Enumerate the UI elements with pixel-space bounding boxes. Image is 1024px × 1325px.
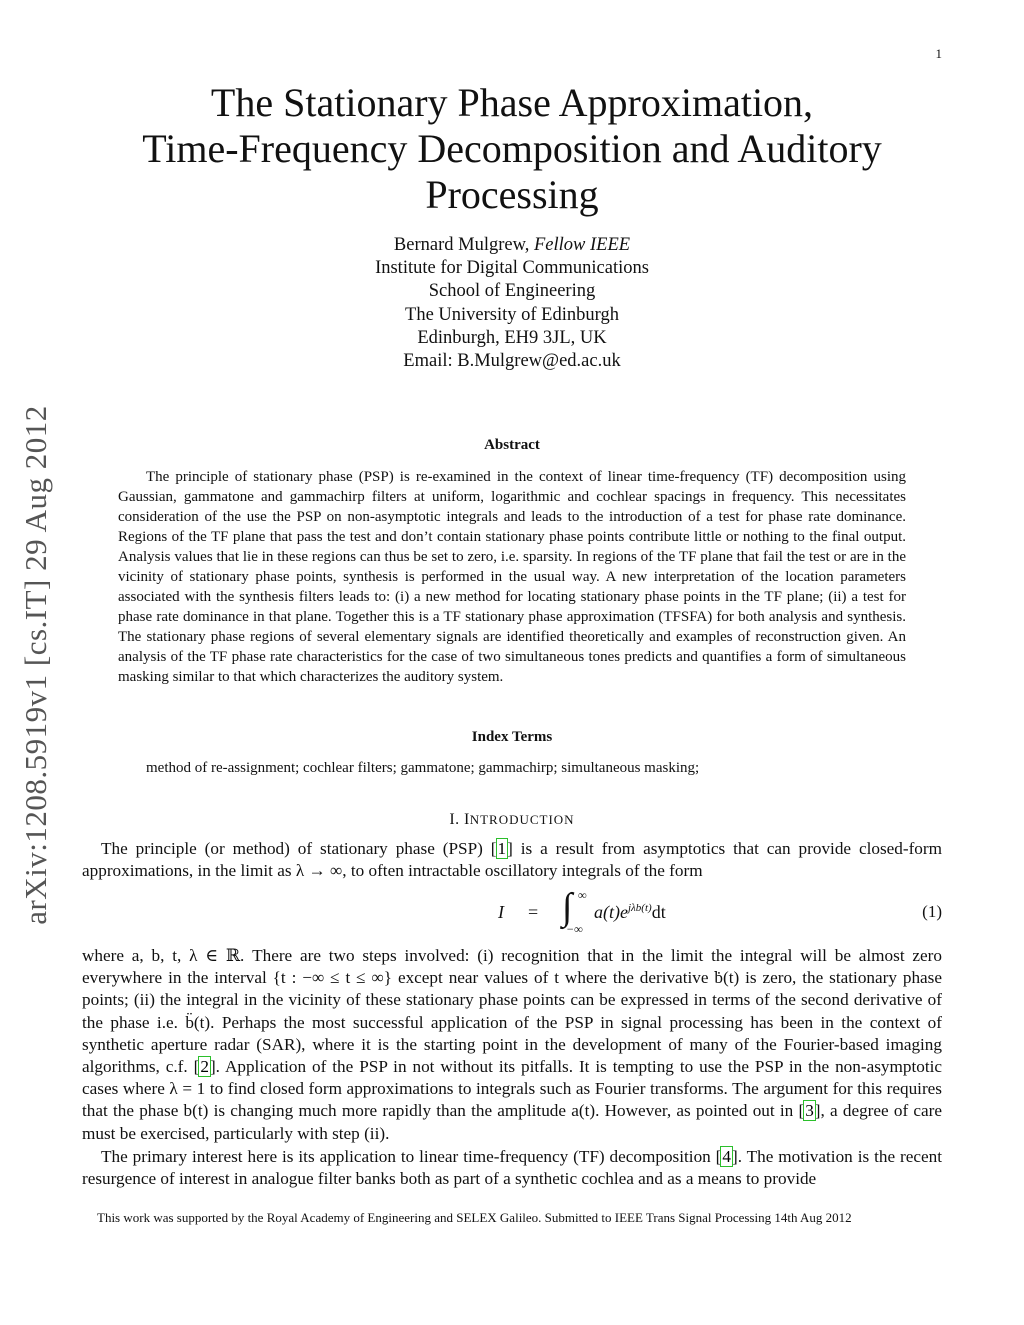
abstract-heading: Abstract — [484, 437, 540, 453]
abstract-text: The principle of stationary phase (PSP) is re-examined in the context of linear time-frequency (TF) decomposition using Gaussian, gammatone and gammachirp filters at uniform, logarithmic and cochlear spacings in frequency. This necessitates consideration of the use the PSP on non-asymptotic integrals and leads to the introduction of a test for phase rate dominance. Regions of the TF plane that pass the test and don’t contain stationary phase points contribute little or nothing to the final output. Analysis values that lie in these regions can thus be set to zero, i.e. sparsity. In regions of the TF plane that fail the test or are in the vicinity of stationary phase points, synthesis is performed in the usual way. A new interpretation of the location parameters associated with the synthesis filters leads to: (i) a new method for locating stationary phase points in the TF plane; (ii) a test for phase rate dominance in that plane. Together this is a TF stationary phase approximation (TFSFA) for both analysis and synthesis. The stationary phase regions of several elementary signals are identified theoretically and examples of reconstruction given. An analysis of the TF phase rate characteristics for the case of two simultaneous tones predicts and quantifies a form of simultaneous masking similar to that which characterizes the auditory system. — [118, 469, 906, 685]
citation-link-4[interactable]: 4 — [722, 1147, 731, 1166]
author-name: Bernard Mulgrew, — [393, 235, 530, 255]
equation-number: (1) — [922, 902, 942, 921]
section-number: I. — [449, 811, 460, 828]
affiliation-school: School of Engineering — [428, 281, 596, 302]
equation-1 — [82, 888, 942, 940]
intro-paragraph-2 — [82, 945, 942, 1145]
section-first-letter: I — [463, 811, 470, 828]
author-block — [160, 234, 864, 373]
title-line-2: Time-Frequency Decomposition and Auditory — [142, 126, 882, 171]
affiliation-address: Edinburgh, EH9 3JL, UK — [417, 327, 607, 348]
citation-link-1[interactable]: 1 — [497, 839, 507, 858]
index-terms-heading: Index Terms — [471, 729, 553, 745]
equation-lhs: I — [498, 902, 504, 922]
citation-link-2[interactable]: 2 — [200, 1057, 209, 1077]
p3-text-b: ]. The motivation is the recent resurgence of interest in analogue filter banks both as part of a synthetic cochlea and as a means to provide — [82, 1147, 942, 1189]
affiliation-institute: Institute for Digital Communications — [375, 258, 649, 279]
page-number: 1 — [935, 46, 942, 61]
section-title-rest: NTRODUCTION — [469, 812, 575, 827]
author-line — [160, 234, 864, 257]
p2-text-b: ]. Application of the PSP in not without its pitfalls. It is tempting to use the PSP in the non-asymptotic cases where λ = 1 to find closed form approximations to integrals such as Fourier transforms. The argument for this requires that the phase b(t) is changing much more rapidly than the amplitude a(t). However, as pointed out in [ — [82, 1057, 943, 1121]
title-line-1: The Stationary Phase Approximation, — [210, 80, 814, 125]
intro-paragraph-3 — [82, 1146, 942, 1190]
index-terms-text: method of re-assignment; cochlear filters; gammatone; gammachirp; simultaneous masking; — [146, 760, 700, 776]
integral-upper-limit: ∞ — [578, 888, 587, 902]
author-role: Fellow IEEE — [534, 235, 631, 255]
arxiv-sidebar — [6, 370, 66, 960]
p1-text-b: ] is a result from asymptotics that can provide closed-form approximations, in the limit as λ → ∞, to often intractable oscillatory integrals of the form — [82, 839, 942, 881]
p2-text-a: where a, b, t, λ ∈ ℝ. There are two steps involved: (i) recognition that in the limit the integral will be almost zero everywhere in the interval {t : −∞ ≤ t ≤ ∞} except near values of t where the derivative ḃ(t) is zero, the stationary phase points; (ii) the integral in the vicinity of these stationary phase points can be expressed in terms of the second derivative of the phase i.e. b̈(t). Perhaps the most successful application of the PSP in signal processing has been in the context of synthetic aperture radar (SAR), where it is the starting point in the development of many of the Fourier-based imaging algorithms, c.f. [ — [82, 946, 942, 1077]
intro-paragraph-1 — [82, 838, 942, 882]
p1-text-a: The principle (or method) of stationary phase (PSP) [ — [101, 839, 497, 858]
arxiv-identifier: arXiv:1208.5919v1 [cs.IT] 29 Aug 2012 — [18, 405, 53, 925]
integrand — [594, 902, 666, 923]
p2-text-c: ], a degree of care must be exercised, particularly with step (ii). — [82, 1101, 943, 1143]
author-email: Email: B.Mulgrew@ed.ac.uk — [403, 351, 621, 372]
integral-sign: ∫ — [562, 886, 573, 928]
section-heading-introduction — [0, 811, 1024, 829]
footnote: This work was supported by the Royal Academy of Engineering and SELEX Galileo. Submitted to IEEE Trans Signal Processing 14th Aug 2012 — [97, 1210, 852, 1225]
paper-title — [100, 80, 924, 218]
title-line-3: Processing — [425, 172, 599, 217]
integral-lower-limit: −∞ — [566, 922, 583, 936]
integrand-exponent: jλb(t) — [627, 902, 652, 914]
integrand-base: a(t)e — [594, 902, 628, 922]
equation-equals: = — [528, 902, 539, 922]
affiliation-university: The University of Edinburgh — [405, 304, 619, 325]
citation-link-3[interactable]: 3 — [805, 1101, 814, 1121]
integrand-differential: dt — [651, 902, 666, 922]
p3-text-a: The primary interest here is its application to linear time-frequency (TF) decomposition [ — [101, 1147, 722, 1166]
